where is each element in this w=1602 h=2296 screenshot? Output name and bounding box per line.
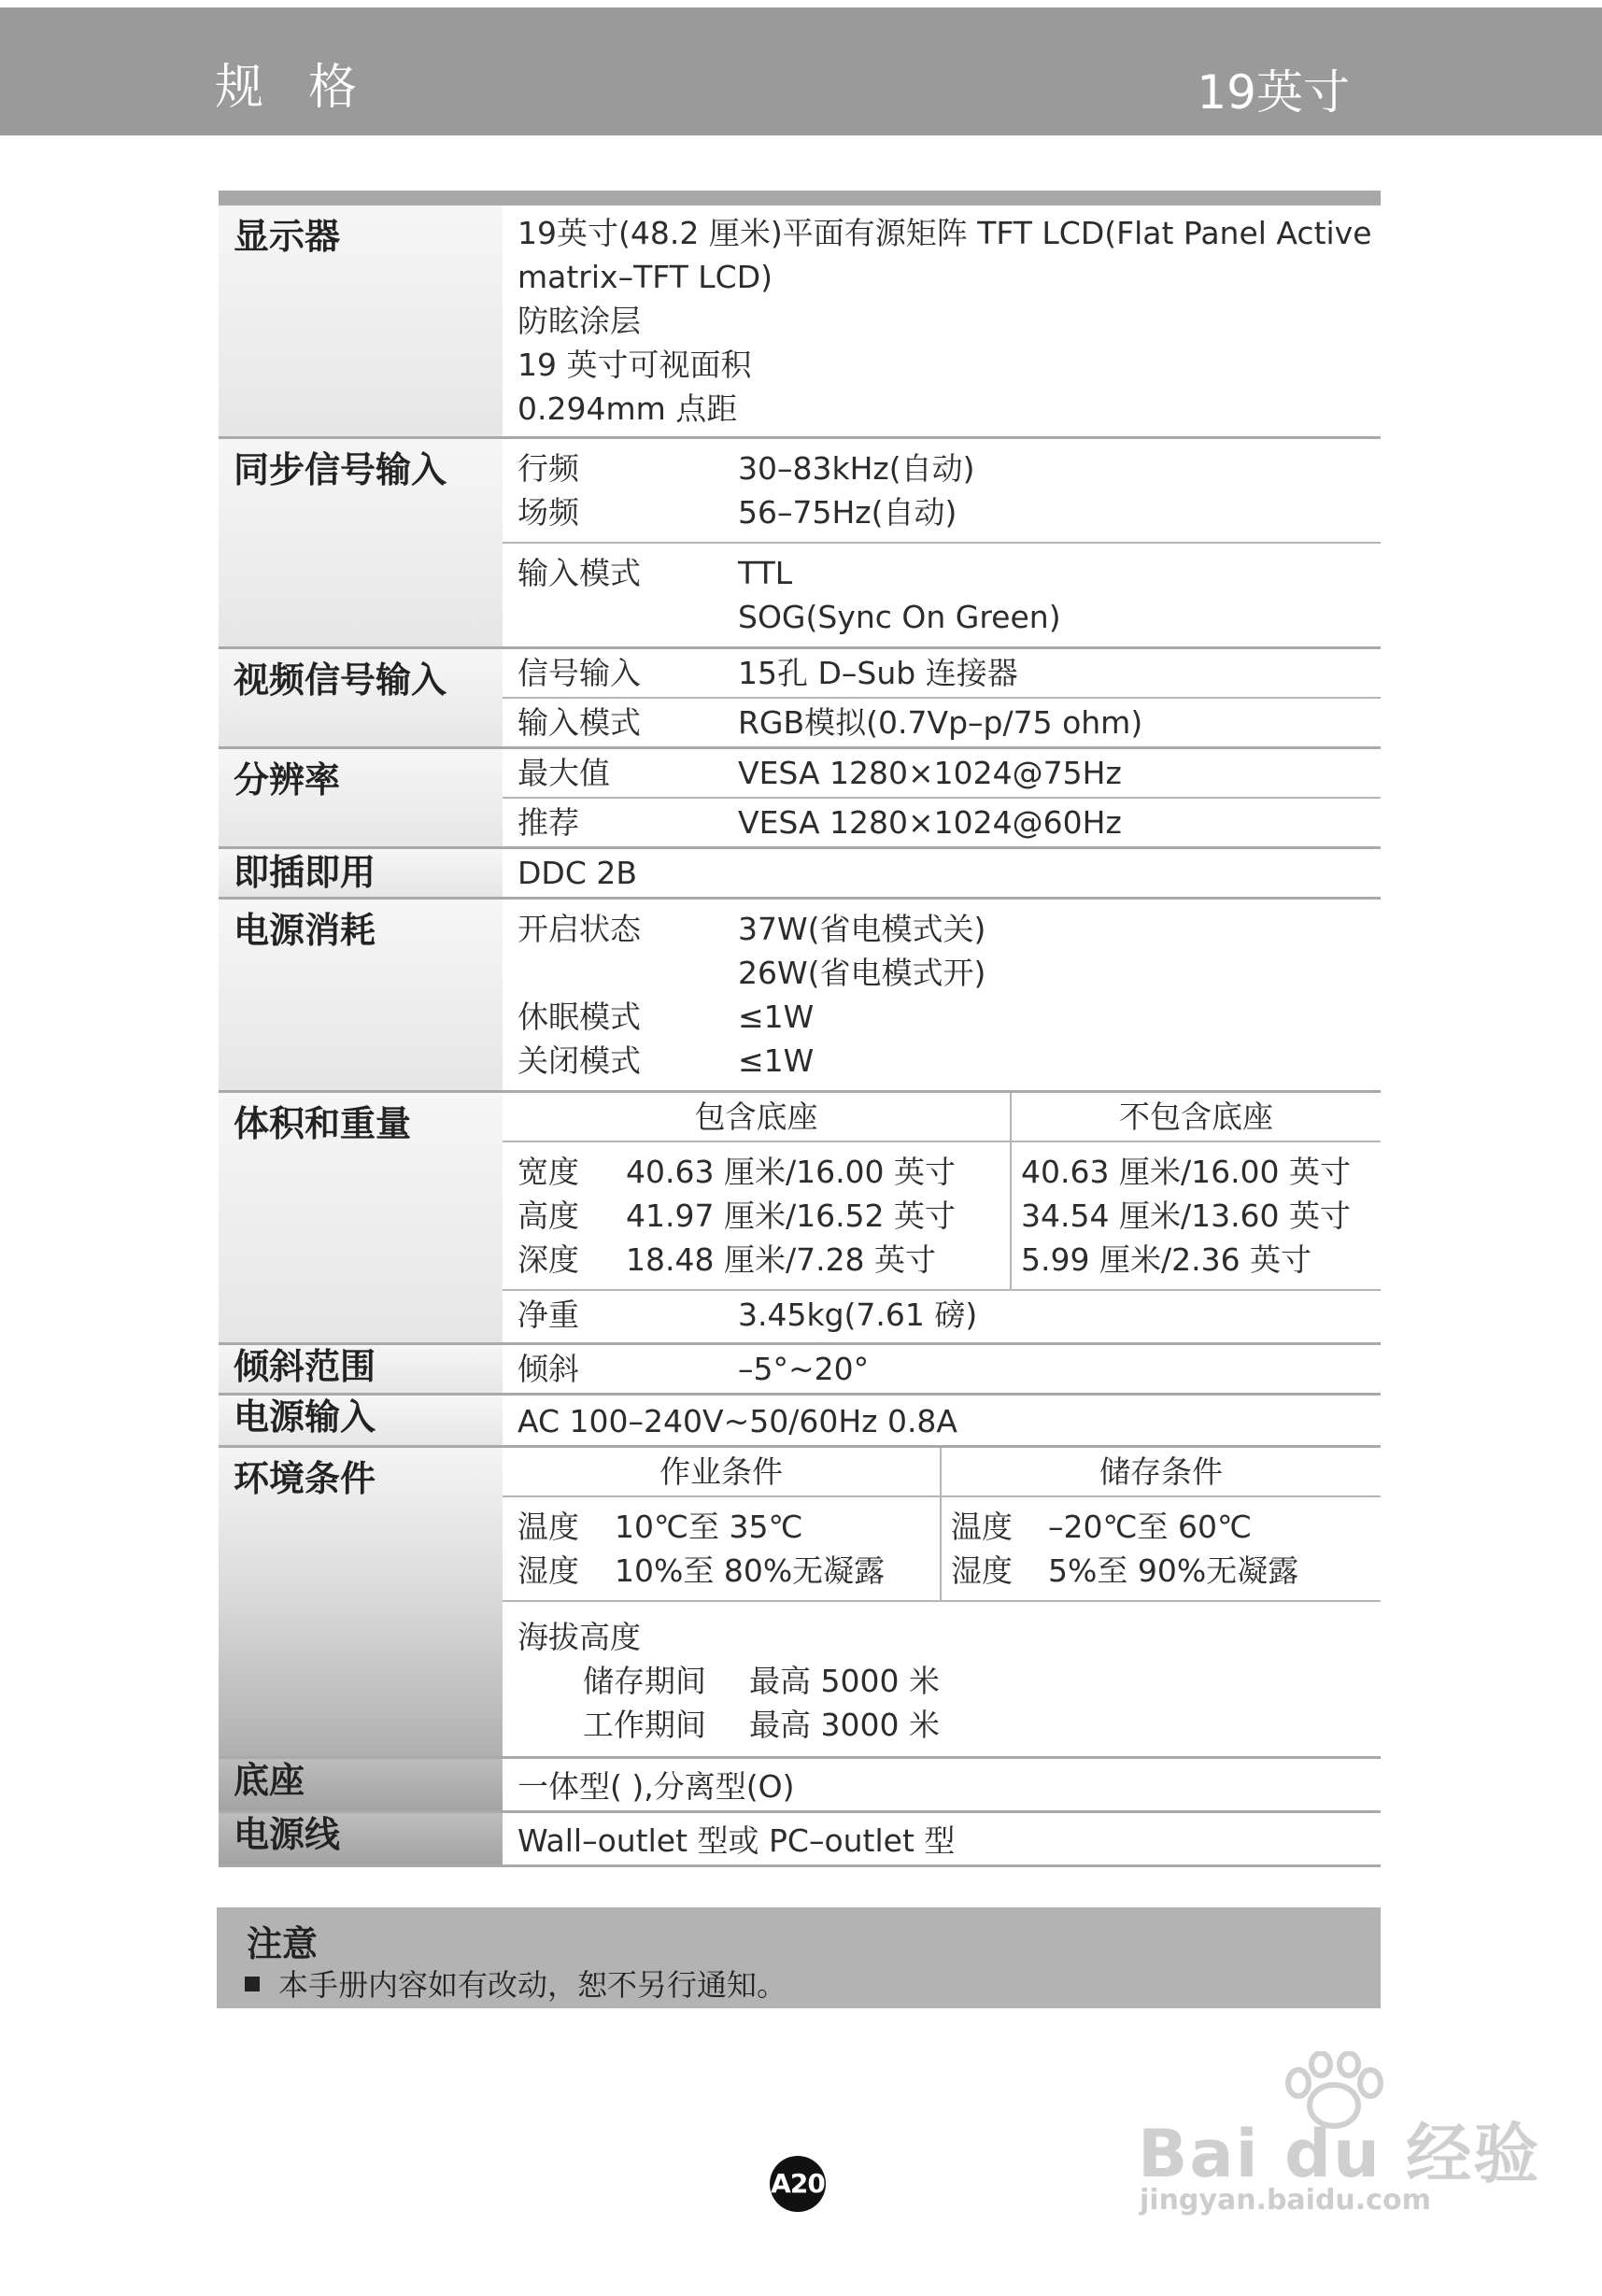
row-video <box>219 649 1381 749</box>
spec-value: 40.63 厘米/16.00 英寸 <box>1021 1154 1352 1190</box>
model-size: 19英寸 <box>1197 65 1350 120</box>
page-title: 规格 <box>215 60 403 116</box>
spec-key: 输入模式 <box>517 555 641 591</box>
spec-value: 最高 3000 米 <box>749 1707 940 1743</box>
row-label: 电源线 <box>219 1813 503 1864</box>
spec-key: 宽度 <box>517 1154 579 1190</box>
spec-value: DDC 2B <box>517 855 637 891</box>
row-label: 倾斜范围 <box>219 1345 503 1393</box>
row-value <box>503 1448 1381 1756</box>
row-value <box>503 649 1381 746</box>
row-plug-and-play <box>219 849 1381 900</box>
row-value <box>503 1759 1381 1810</box>
spec-value: 3.45kg(7.61 磅) <box>738 1297 978 1333</box>
spec-key: 行频 <box>517 450 579 487</box>
row-power-cord <box>219 1813 1381 1867</box>
row-label: 分辨率 <box>219 749 503 846</box>
display-line: 19 英寸可视面积 <box>517 347 752 383</box>
column-header-operating: 作业条件 <box>503 1448 942 1495</box>
spec-value: 30–83kHz(自动) <box>738 450 975 487</box>
row-tilt <box>219 1345 1381 1396</box>
spec-value: 40.63 厘米/16.00 英寸 <box>626 1154 957 1190</box>
column-header-storage: 储存条件 <box>1099 1453 1223 1490</box>
row-resolution <box>219 749 1381 849</box>
spec-table <box>219 191 1381 1867</box>
spec-value: RGB模拟(0.7Vp–p/75 ohm) <box>738 704 1143 741</box>
display-line: 0.294mm 点距 <box>517 390 738 427</box>
row-label: 环境条件 <box>219 1448 503 1756</box>
note-box <box>217 1907 1381 2008</box>
spec-key: 输入模式 <box>517 704 641 741</box>
spec-value: VESA 1280×1024@75Hz <box>738 755 1122 791</box>
spec-value: 34.54 厘米/13.60 英寸 <box>1021 1198 1352 1234</box>
spec-value: 一体型( ),分离型(O) <box>517 1768 795 1805</box>
spec-key: 倾斜 <box>517 1351 579 1387</box>
row-dimensions <box>219 1093 1381 1345</box>
spec-value: ≤1W <box>738 1042 815 1079</box>
row-label: 同步信号输入 <box>219 439 503 646</box>
spec-value: 最高 5000 米 <box>749 1663 940 1699</box>
spec-key: 信号输入 <box>517 655 641 691</box>
spec-key: 工作期间 <box>583 1707 706 1743</box>
spec-value: VESA 1280×1024@60Hz <box>738 804 1122 841</box>
watermark-brand: Bai du 经验 <box>1138 2116 1541 2192</box>
row-sync <box>219 439 1381 649</box>
spec-key: 关闭模式 <box>517 1042 641 1079</box>
spec-key: 湿度 <box>951 1552 1013 1589</box>
note-title: 注意 <box>247 1923 319 1964</box>
spec-value: SOG(Sync On Green) <box>738 599 1061 635</box>
row-value <box>503 439 1381 646</box>
spec-value: 26W(省电模式开) <box>738 955 986 991</box>
spec-key: 高度 <box>517 1198 579 1234</box>
row-label: 底座 <box>219 1759 503 1810</box>
altitude-title: 海拔高度 <box>517 1619 641 1655</box>
display-line: 19英寸(48.2 厘米)平面有源矩阵 TFT LCD(Flat Panel Active <box>517 215 1372 251</box>
display-line: 防眩涂层 <box>517 303 641 339</box>
spec-value: TTL <box>738 555 793 591</box>
bullet-icon <box>245 1977 260 1991</box>
spec-key: 储存期间 <box>583 1663 706 1699</box>
row-label: 显示器 <box>219 206 503 436</box>
spec-value: –20℃至 60℃ <box>1048 1509 1253 1545</box>
spec-value: 18.48 厘米/7.28 英寸 <box>626 1241 937 1278</box>
row-label: 即插即用 <box>219 849 503 897</box>
watermark-url: jingyan.baidu.com <box>1140 2184 1431 2217</box>
spec-key: 净重 <box>517 1297 579 1333</box>
spec-value: 10%至 80%无凝露 <box>615 1552 886 1589</box>
row-value <box>503 900 1381 1090</box>
spec-key: 场频 <box>517 494 579 531</box>
row-label: 电源消耗 <box>219 900 503 1090</box>
display-line: matrix–TFT LCD) <box>517 259 773 295</box>
spec-key: 最大值 <box>517 755 610 791</box>
column-header-with-stand: 包含底座 <box>503 1093 1012 1141</box>
row-power-input <box>219 1396 1381 1448</box>
spec-key: 温度 <box>951 1509 1013 1545</box>
row-value <box>503 1345 1381 1393</box>
spec-value: AC 100–240V~50/60Hz 0.8A <box>517 1403 958 1439</box>
row-value <box>503 1813 1381 1864</box>
spec-value: Wall–outlet 型或 PC–outlet 型 <box>517 1822 956 1859</box>
row-label: 电源输入 <box>219 1396 503 1445</box>
note-text: 本手册内容如有改动，恕不另行通知。 <box>278 1967 787 2003</box>
spec-value: 15孔 D–Sub 连接器 <box>738 655 1018 691</box>
row-value <box>503 206 1381 436</box>
spec-key: 休眠模式 <box>517 999 641 1035</box>
spec-value: –5°~20° <box>738 1351 870 1387</box>
spec-value: 41.97 厘米/16.52 英寸 <box>626 1198 957 1234</box>
row-environment <box>219 1448 1381 1759</box>
spec-key: 推荐 <box>517 804 579 841</box>
spec-value: ≤1W <box>738 999 815 1035</box>
spec-key: 深度 <box>517 1241 579 1278</box>
row-label: 体积和重量 <box>219 1093 503 1342</box>
spec-value: 5.99 厘米/2.36 英寸 <box>1021 1241 1312 1278</box>
watermark <box>1138 2051 1541 2219</box>
page-number: A20 <box>770 2156 826 2212</box>
spec-key: 开启状态 <box>517 911 641 947</box>
row-stand <box>219 1759 1381 1813</box>
spec-key: 湿度 <box>517 1552 579 1589</box>
row-value <box>503 1093 1381 1342</box>
row-value <box>503 849 1381 897</box>
spec-value: 10℃至 35℃ <box>615 1509 803 1545</box>
spec-value: 56–75Hz(自动) <box>738 494 957 531</box>
row-label: 视频信号输入 <box>219 649 503 746</box>
row-value <box>503 1396 1381 1445</box>
row-display <box>219 206 1381 439</box>
column-header-without-stand: 不包含底座 <box>1119 1098 1273 1135</box>
row-value <box>503 749 1381 846</box>
row-power-consumption <box>219 900 1381 1093</box>
page-header <box>0 7 1602 135</box>
spec-key: 温度 <box>517 1509 579 1545</box>
spec-value: 5%至 90%无凝露 <box>1048 1552 1299 1589</box>
spec-value: 37W(省电模式关) <box>738 911 986 947</box>
